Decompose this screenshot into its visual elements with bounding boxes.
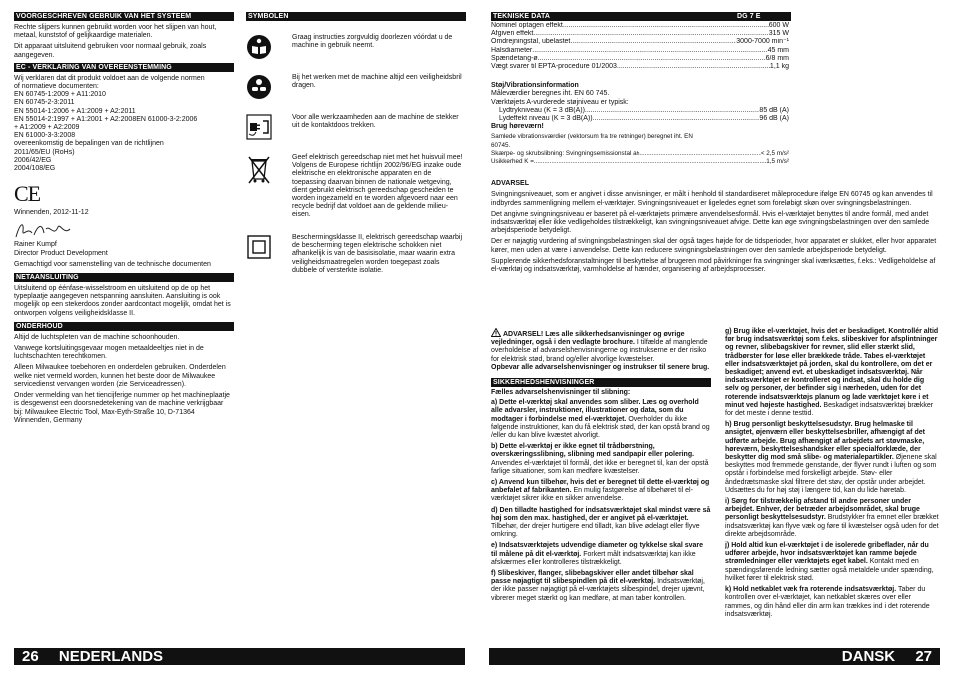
ec-line: overeenkomstig de bepalingen van de richtlijnen [14, 140, 164, 148]
warning-lead: ADVARSEL! Læs alle sikkerhedsanvisninger og øvrige vejledninger, også i den vedlagte brochure. [491, 331, 685, 347]
advarsel-para: Supplerende sikkerhedsforanstaltninger til beskyttelse af brugeren mod påvirkninger fra svingninger skal iværksættes, f.eks.: Vedligeholdelse af el-værktøj og indsatsværktøj, varmholdelse af hænder, organisering af arbejdsprocesser. [491, 257, 936, 274]
section-header-symbolen: SYMBOLEN [246, 12, 466, 21]
warning-keep: Opbevar alle advarselshenvisninger og instrukser til senere brug. [491, 363, 710, 371]
onderhoud-para-4: Onder vermelding van het tiencijferige nummer op het machineplaatje is desgewenst een doorsnedetekening van de machine verkrijgbaar bij: Milwaukee Electric Tool, Max-Eyth-Straße 10, D-71364 Winnenden, Germany [14, 392, 230, 424]
ec-line: 2006/42/EG [14, 156, 52, 164]
authorized-docs: Gemachtigd voor samenstelling van de technische documenten [14, 260, 211, 268]
safety-item: b) Dette el-værktøj er ikke egnet til trådbørstning, overskæringsslibning, slibning med sandpapir eller polering. Anvendes el-værktøjet til formål, det ikke er beregnet til, kan der opstå farlige situationer, som kan medføre kvæstelser. [491, 443, 709, 475]
read-manual-icon [246, 34, 272, 60]
symbol-text: Beschermingsklasse II, elektrisch gereedschap waarbij de bescherming tegen elektrische schokken niet afhankelijk is van de basisisolatie, maar waarin extra veiligheidsmaatregelen worden toegepast zoals dubbele of versterkte isolatie. [292, 234, 463, 274]
symbol-text: Geef elektrisch gereedschap niet met het huisvuil mee! Volgens de Europese richtlijn 2002/96/EG inzake oude elektrische en elektronische apparaten en de toepassing daarvan binnen de nationale wetgeving, dient gebruikt elektrisch gereedschap gescheiden te worden ingezameld en te worden afgevoerd naar een recycle bedrijf dat voldoet aan de geldende milieu-eisen. [292, 154, 463, 219]
signer-name: Rainer Kumpf [14, 241, 57, 249]
tech-row: Nominel optagen effekt ..... 600 W [491, 22, 789, 30]
ce-mark: CE [14, 181, 41, 207]
section-header-advarsel: ADVARSEL [491, 180, 529, 188]
language-left: NEDERLANDS [58, 648, 164, 665]
symbol-text: Bij het werken met de machine altijd een veiligheidsbril dragen. [292, 74, 462, 90]
noise-row: Lydeffekt niveau (K = 3 dB(A)) ..... 96 dB (A) [491, 115, 789, 123]
tech-row: Afgiven effekt ..... 315 W [491, 30, 789, 38]
safety-item: i) Sørg for tilstrækkelig afstand til andre personer under arbejdet. Enhver, der betræder arbejdsområdet, skal bruge personligt beskyttelsesudstyr. Brudstykker fra emnet eller brækket indsatsværktøj kan flyve væk og føre til kvæstelser også uden for det direkte arbejdsområde. [725, 498, 939, 538]
signer-title: Director Product Development [14, 249, 108, 257]
noise-intro: Værktøjets A-vurderede støjniveau er typisk: [491, 98, 629, 106]
vibration-intro: Samlede vibrationsværdier (vektorsum fra tre retninger) beregnet iht. EN 60745. [491, 133, 693, 149]
section-header-netaansluiting: NETAANSLUITING [14, 273, 234, 282]
ec-line: Wij verklaren dat dit produkt voldoet aan de volgende normen [14, 74, 205, 82]
section-header-ec: EC - VERKLARING VAN OVEREENSTEMMING [14, 63, 234, 72]
ec-line: EN 55014-1:2006 + A1:2009 + A2:2011 [14, 107, 136, 115]
section-header-onderhoud: ONDERHOUD [14, 322, 234, 331]
advarsel-para: Det angivne svingningsniveau er baseret på el-værktøjets primære anvendelsesformål. Hvis el-værktøjet benyttes til andre formål, med andet indsatsværktøj eller ikke vedligeholdes tilstrækkeligt, kan svingningsniveauet afvige. Dette kan øge svingningsbelastningen over den samlede arbejdsperiode betydeligt. [491, 210, 930, 235]
ec-line: EN 61000-3-3:2008 [14, 132, 76, 140]
warning-intro [491, 328, 711, 372]
tech-rows [491, 22, 939, 71]
tech-row: Vægt svarer til EPTA-procedure 01/2003 ..... 1,1 kg [491, 63, 789, 71]
vibration-row: Skærpe- og skrubslibning: Svingningsemissionstal a h ..... < 2,5 m/s² [491, 150, 789, 158]
ec-line: of normatieve documenten: [14, 83, 99, 91]
signature [14, 219, 74, 241]
netaansluiting-text: Uitsluitend op éénfase-wisselstroom en uitsluitend op de op het typeplaatje aangegeven netspanning aansluiten. Aansluiting is ook mogelijk op een stekerdoos zonder aardcontact mogelijk, omdat het is ontworpen volgens veiligheidsklasse II. [14, 285, 231, 317]
symbol-text: Voor alle werkzaamheden aan de machine de stekker uit de kontaktdoos trekken. [292, 114, 459, 130]
ec-standards [14, 75, 234, 173]
advarsel-para: Svingningsniveauet, som er angivet i disse anvisninger, er målt i henhold til standardiseret måleprocedure ifølge EN 60745 og kan anvendes til indbyrdes sammenligning mellem el-værktøjer. Svingningsniveauet er ligeledes egnet som foreløbigt skøn over svingningsbelastningen. [491, 191, 933, 207]
noise-title: Støj/Vibrationsinformation [491, 82, 579, 90]
vibration-row: Usikkerhed K = ..... 1,5 m/s² [491, 158, 789, 166]
class-ii-icon [246, 234, 272, 260]
common-warnings-title: Fælles advarselshenvisninger til slibning: [491, 389, 631, 397]
section-header-tech [491, 12, 791, 21]
tech-data-block [491, 12, 939, 277]
safety-column-2 [725, 328, 939, 622]
safety-item: f) Slibeskiver, flanger, slibebagskiver eller andet tilbehør skal passe nøjagtigt til slibespindlen på dit el-værktøj. Indsatsværktøj, der ikke passer nøjagtigt på el-værktøjets slibespindel, drejer ujævnt, vibrerer meget stærkt og kan medføre, at man taber kontrollen. [491, 570, 705, 602]
noise-row: Lydtrykniveau (K = 3 dB(A)) ..... 85 dB (A) [491, 107, 789, 115]
safety-item: j) Hold altid kun el-værktøjet i de isolerede gribeflader, når du udfører arbejde, hvor indsatsværktøjet kan ramme bøjede strømledninger eller værktøjets eget kabel. Kontakt med en spændingsførende ledning sætter også metaldele under spænding, hvilket fører til elektrisk stød. [725, 542, 934, 582]
model-label: DG 7 E [737, 13, 761, 20]
right-footer-bar [489, 648, 940, 665]
onderhoud-para-1: Altijd de luchtspleten van de machine schoonhouden. [14, 333, 180, 341]
ec-line: EN 60745-2-3:2011 [14, 99, 75, 107]
gebruik-para-1: Rechte slijpers kunnen gebruikt worden voor het slijpen van hout, metaal, kunststof of gelijkaardige materialen. [14, 24, 217, 40]
safety-item: g) Brug ikke el-værktøjet, hvis det er beskadiget. Kontrollér altid før brug indsatsværktøj som f.eks. slibeskiver for afsplintninger og revner, slibebagskiver for revner, slid eller stærkt slid, trådbørster for løse eller brækkede tråde. Tabes el-værktøjet eller indsatsværktøjet på jorden, skal du kontrollere, om det er beskadiget; anvend evt. et ubeskadiget indsatsværktøj. Når indsatsværktøjet er kontrolleret og indsat, skal du holde dig selv og personer, der befinder sig i nærheden, uden for det roterende indsatsværktøjs planum og lade værktøjet køre i et minut ved højeste hastighed. Beskadiget indsatsværktøj brækker for det meste i denne testtid. [725, 328, 939, 418]
unplug-icon [246, 114, 272, 140]
gebruik-para-2: Dit apparaat uitsluitend gebruiken voor normaal gebruik, zoals aangegeven. [14, 43, 207, 59]
left-column-2 [246, 12, 466, 312]
ec-line: EN 55014-2:1997 + A1:2001 + A2:2008EN 61000-3-2:2006 [14, 115, 198, 123]
safety-glasses-icon [246, 74, 272, 100]
noise-intro: Måleværdier beregnes iht. EN 60 745. [491, 90, 610, 98]
ec-line: EN 60745-1:2009 + A11:2010 [14, 91, 106, 99]
tech-header-label: TEKNISKE DATA [493, 13, 551, 20]
left-column-1 [14, 12, 234, 428]
safety-column-1 [491, 328, 711, 606]
safety-item: a) Dette el-værktøj skal anvendes som sliber. Læs og overhold alle advarsler, instruktioner, illustrationer og data, som du modtager i forbindelse med el-værktøjet. Overholder du ikke følgende instruktioner, kan du få elektrisk stød, der kan opstå brand og /eller du kan blive kvæstet alvorligt. [491, 399, 710, 440]
safety-item: k) Hold netkablet væk fra roterende indsatsværktøj. Taber du kontrollen over el-værktøjet, kan netkablet skæres over eller rammes, og din hånd eller din arm kan trækkes ind i det roterende indsatsværktøj. [725, 586, 930, 618]
ec-line: 2004/108/EG [14, 165, 56, 173]
advarsel-paras [491, 191, 939, 274]
safety-item: c) Anvend kun tilbehør, hvis det er beregnet til dette el-værktøj og anbefalet af fabrikanten. En mulig fastgørelse af tilbehøret til el-værktøjet sikrer ikke en sikker anvendelse. [491, 479, 710, 503]
place-date: Winnenden, 2012-11-12 [14, 209, 89, 217]
hearing-protection: Brug høreværn! [491, 123, 544, 131]
advarsel-para: Der er nøjagtig vurdering af svingningsbelastningen skal der også tages højde for de tidsperioder, hvor apparatet er slukket, eller hvor apparatet kører, men uden at være i anvendelse. Dette kan reducere svingningsbelastningen over den samlede arbejdsperiode betydeligt. [491, 238, 937, 254]
page-number-left: 26 [22, 648, 39, 665]
tech-row: Halsdiameter ..... 45 mm [491, 47, 789, 55]
section-header-gebruik: VOORGESCHREVEN GEBRUIK VAN HET SYSTEEM [14, 12, 234, 21]
safety-item: d) Den tilladte hastighed for indsatsværktøjet skal mindst være så høj som den max. hastighed, der er angivet på el-værktøjet. Tilbehør, der drejer hurtigere end tilladt, kan blive ødelagt eller flyve omkring. [491, 506, 711, 539]
symbol-text: Graag instructies zorgvuldig doorlezen vóórdat u de machine in gebruik neemt. [292, 34, 453, 50]
tech-row: Omdrejningstal, ubelastet ..... 3000-7000 min⁻¹ [491, 38, 789, 46]
warning-triangle-icon [491, 328, 501, 337]
weee-bin-icon [246, 154, 272, 184]
language-right: DANSK [841, 648, 896, 665]
onderhoud-para-3: Alleen Milwaukee toebehoren en onderdelen gebruiken. Onderdelen welke niet vermeld worden, kunnen het beste door de Milwaukee servicedienst vervangen worden (zie Serviceadressen). [14, 364, 226, 388]
warning-text: I tilfælde af manglende overholdelse af advarselshenvisningerne og instrukserne er der risiko for elektrisk stød, brand og/eller alvorlige kvæstelser. [491, 339, 708, 363]
tech-row: Spændetang-ø ..... 6/8 mm [491, 55, 789, 63]
section-header-sikkerhed: SIKKERHEDSHENVISNINGER [491, 378, 711, 387]
ec-line: + A1:2009 + A2:2009 [14, 124, 80, 132]
left-footer-bar [14, 648, 465, 665]
onderhoud-para-2: Vanwege kortsluitingsgevaar mogen metaaldeeltjes niet in de luchtschachten terechtkomen. [14, 345, 204, 361]
page-number-right: 27 [915, 648, 932, 665]
safety-item: h) Brug personligt beskyttelsesudstyr. Brug helmaske til ansigtet, øjenværn eller beskyttelsesbriller, afhængigt af det udførte arbejde. Brug afhængigt af arbejdets art støvmaske, høreværn, beskyttelseshandsker eller specialforklæde, der beskytter dig mod små slibe- og materialepartikler. Øjenene skal beskyttes mod fremmede genstande, der flyver rundt i luften og som opstår i forbindelse med forskelligt arbejde. Støv- eller åndedrætsmaske skal filtrere det støv, der opstår under arbejdet. Udsættes du for høj støj i længere tid, kan du lide høretab. [725, 421, 937, 494]
safety-item: e) Indsatsværktøjets udvendige diameter og tykkelse skal svare til målene på dit el-værktøj. Forkert målt indsatsværktøj kan ikke afskærmes eller kontrolleres tilstrækkeligt. [491, 542, 704, 566]
ec-line: 2011/65/EU (RoHs) [14, 148, 75, 156]
